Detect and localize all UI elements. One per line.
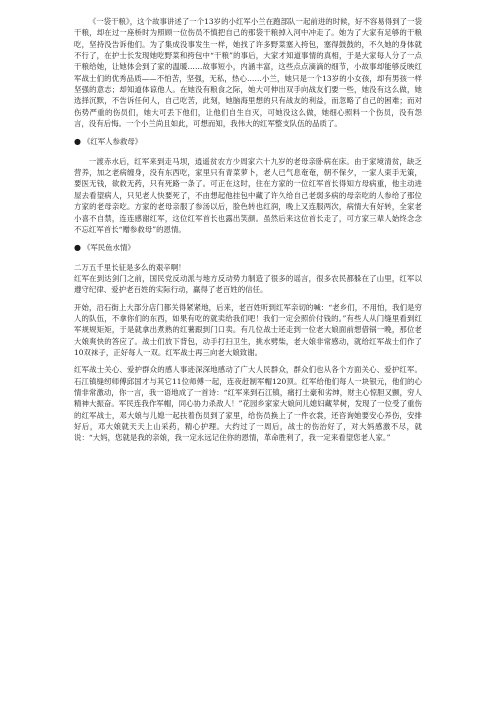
bullet-icon: ●	[74, 137, 81, 147]
paragraph: 一渡赤水后，红军来到走马坝，逍遥贫农方少周家六十九岁的老母亲卧病在床。由于家境清贫，缺乏营养，加之老病缠身，没有东西吃，家里只有青菜萝卜，老人已气息奄奄，朝不保夕，一家人束手无策，要医无钱，欲救无药，只有死路一条了。可正在这时，住在方家的一位红军首长得知方母病重，他主动进屋去看望病人，只见老人快要死了，不由想起他挂包中藏了许久给自己老弱多病的母亲吃的人参给了那位方家的老母亲吃。方家的老母亲服了参汤以后，脸色转也红润，晚上又连服两次，病情大有好转，全家老小喜不自禁，连连感谢红军，这位红军首长也露出笑颜。虽然后来这位首长走了，可方家三辈人始终念念不忘红军首长“赠参救母”的恩情。	[74, 156, 422, 234]
bullet-icon: ●	[74, 243, 81, 253]
section-title: 《红军人参救母》	[82, 137, 143, 147]
section-title: 《军民鱼水情》	[82, 243, 135, 253]
section-army-people-fish-water	[74, 262, 422, 444]
paragraph: 开始，沿石街上大部分店门都关得紧紧地，后来，老百姓听到红军亲切的喊：“老乡们，不用怕，我们是穷人的队伍，不拿你们的东西，如果有吃的就卖给我们吧！我们一定会照价付钱的。”有些人从门缝里看到红军规规矩矩，于是就拿出煮熟的红薯跟到门口卖。有几位战士还走到一位老大娘面前想借锅一晚，那位老大娘爽快的答应了。战士们放下背包，动手打扫卫生，挑水劈柴，老大娘非常感动，就给红军战士们作了10双袜子，正好每人一双。红军战士再三向老大娘致谢。	[74, 302, 422, 357]
section-one-bag-of-rations	[74, 16, 422, 129]
paragraph: 红军在到达剑门之前，国民党反动派与地方反动势力制造了很多的谣言，很多农民都躲在了山里，红军以遵守纪律、爱护老百姓的实际行动，赢得了老百姓的信任。	[74, 273, 422, 295]
paragraph: 红军战士关心、爱护群众的感人事迹深深地感动了广大人民群众，群众们也从各个方面关心、爱护红军。石江镇缝纫师傅邱国才与其它11位师傅一起，连夜赶制军帽120顶。红军给他们每人一块银元，他们的心情非常激动，你一言，我一语地成了一首诗：“红军来到石江镇，痛打土豪和劣绅，财主心惊胆又颤，穷人精神大振奋。军民连我作军帽，同心协力杀敌人！”花园乡家家大娘问儿媳妇藏苹树，发现了一位受了重伤的红军战士，邓大娘与儿媳一起扶着伤员到了家里，给伤员换上了一件衣裳，还咨询她要安心养伤，安排好后，邓大娘就天天上山采药，精心护理。大约过了一周后，战士的伤治好了，对大妈感激不尽，就说：“大妈，您就是我的亲娘，我一定永远记住你的恩情，革命胜利了，我一定来看望您老人家。”	[74, 365, 422, 443]
section-ginseng-saves-mother	[74, 156, 422, 235]
section-heading	[74, 136, 422, 147]
paragraph: 《一袋干粮》，这个故事讲述了一个13岁的小红军小兰在跑部队一起前进的时候，好不容易得到了一袋干粮，却在过一座桥时为照顾一位伤员不慎把自己的那袋干粮掉入河中冲走了。她为了大家有足够的干粮吃，坚持没告诉他们。为了集成没事发生一样，她找了许多野菜塞入挎包，塞得鼓鼓的，不久她的身体就不行了，在护士长发现她吃野菜和挎包中“干粮”的事后，大家才知道事情的真相，于是大家每人分了一点干粮给她，让她体会到了家的温暖……故事短小，内涵丰富，这些点点滴滴的细节，小故事却能够反映红军战士们的优秀品质——不怕苦，坚强，无私，热心……小兰，她只是一个13岁的小女孩，却有男孩一样坚强的意志；却知道体谅他人。在她没有粮食之际，她大可伸出双手向战友们要一些，她没有这么做，她选择沉默，不告诉任何人，自己吃苦，此刻，她脑海里想的只有战友的利益，而忽略了自己的困难；而对伤势严重的伤员们，她大可丢下他们，让他们自生自灭，可她没这么做，她细心照料一个伤员，没有怨言，没有后悔。一个小兰尚且如此，可想而知，我伟大的红军整支队伍的品质了。	[74, 17, 422, 129]
paragraph: 二万五千里长征是多么的艰辛啊！	[74, 262, 186, 272]
section-heading	[74, 242, 422, 253]
